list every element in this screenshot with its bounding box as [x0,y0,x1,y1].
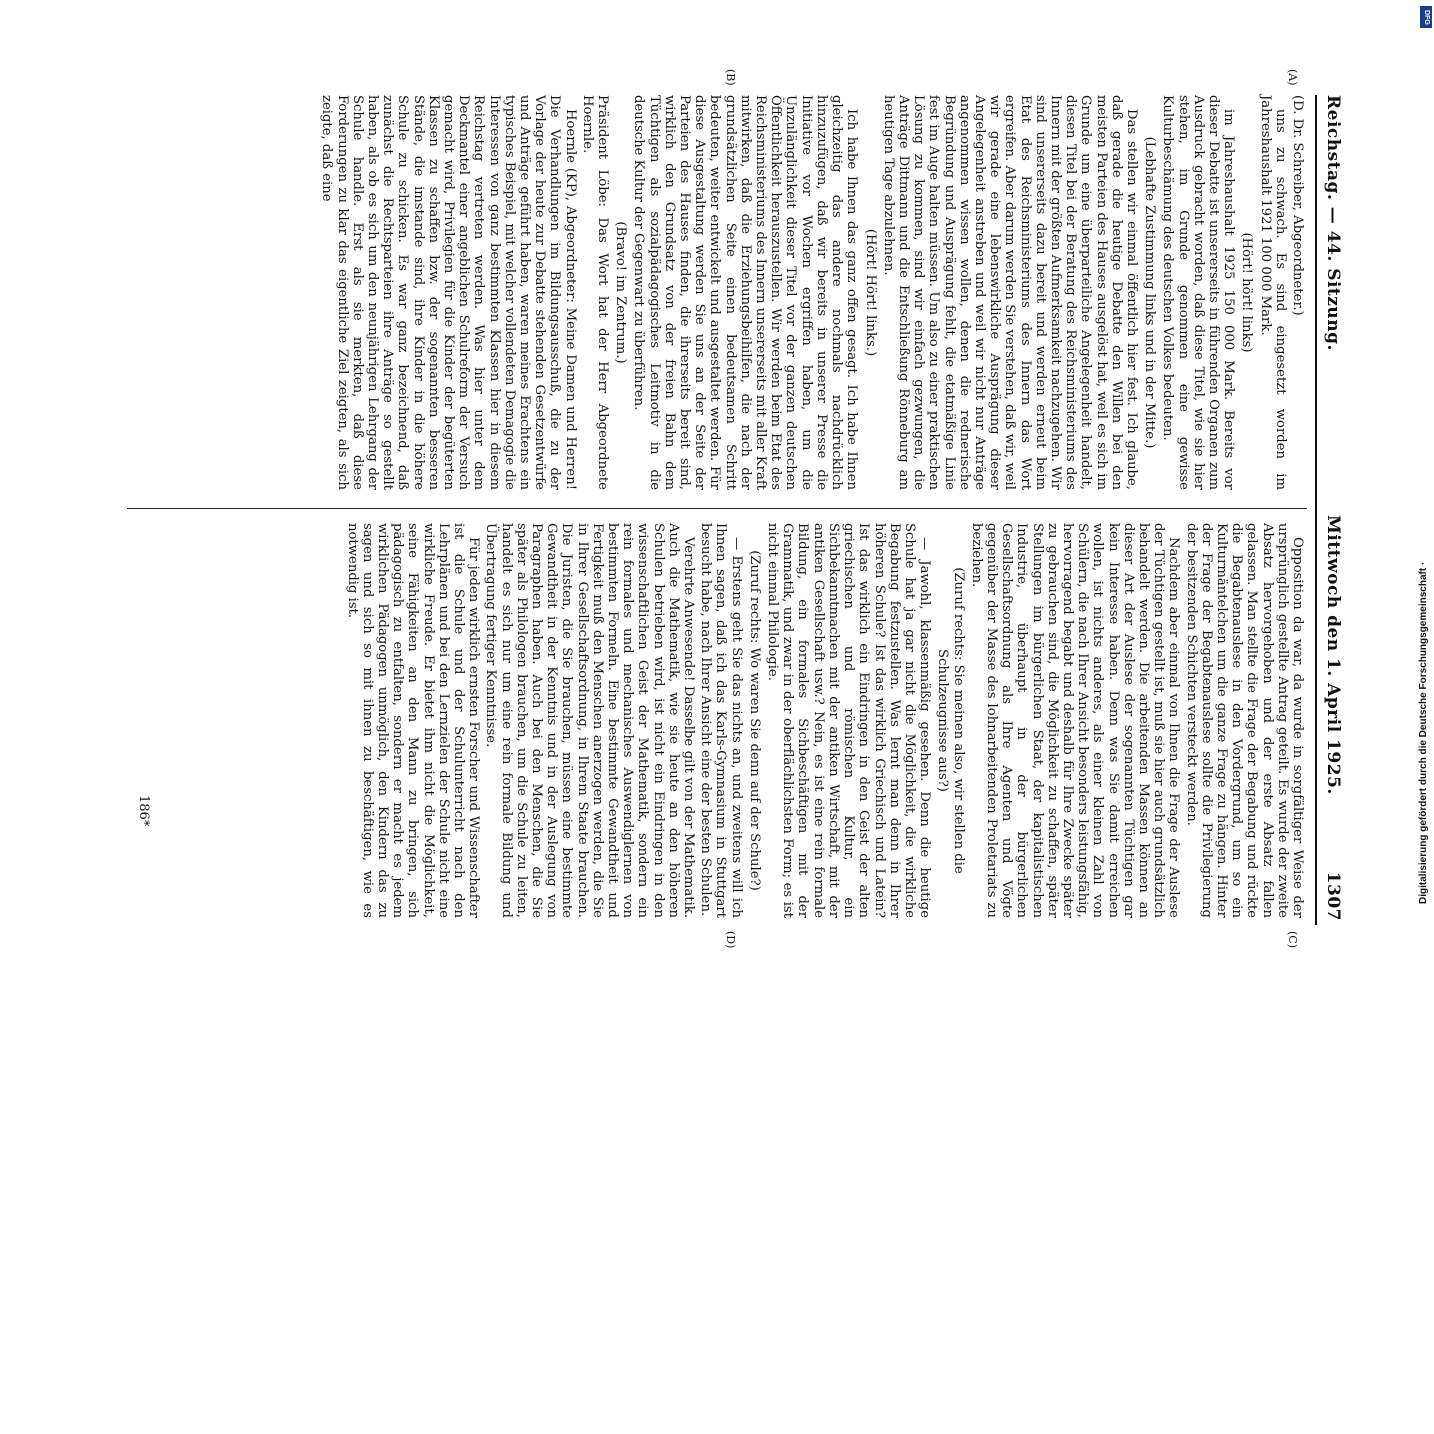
text-column-left [317,95,1305,490]
paragraph: — Erstens geht Sie das nichts an, und zweitens will ich Ihnen sagen, daß ich das Karls-Gymnasium in Stuttgart besucht habe, nach Ihrer Ansicht eine der besten Schulen. [698,523,744,918]
paragraph: Das stellen wir einmal öffentlich hier fest. Ich glaube, daß gerade die heutige Debatte den Willen bei den meisten Parteien des Hauses ausgelöst hat, weil es sich im Grunde um eine überparteiliche Angelegenheit handelt, diesen Titel bei der Beratung des Reichsministeriums des Innern mit der größten Aufmerksamkeit nachzugehen. Wir sind unsererseits dazu bereit und werden erneut beim Etat des Reichsministeriums des Innern das Wort ergreifen. Aber darum werden Sie verstehen, daß wir, weil wir gerade eine lebenswirkliche Ausprägung dieser Angelegenheit anstreben und weil wir nicht nur Anträge angenommen wissen wollen, denen die rednerische Begründung und Ausprägung fehlt, die etatmäßige Linie fest im Auge halten müssen. Um also zu einer praktischen Lösung zu kommen, sind wir einfach gezwungen, die Anträge Dittmann und die Entschließung Rönneburg am heutigen Tage abzulehnen. [880,95,1139,490]
interjection: (Zuruf rechts: Sie meinen also, wir stellen die Schulzeugnisse aus?) [935,567,966,874]
margin-mark-b: (B) [724,69,737,86]
speaker-line: Präsident Löbe: Das Wort hat der Herr Abgeordnete Hoernle. [579,95,611,490]
header-left: Reichstag. — 44. Sitzung. [1323,95,1343,351]
running-header [1315,95,1347,925]
paragraph: Opposition da war, da wurde in sorgfältiger Weise der ursprünglich gestellte Antrag geteilt. Es wurde der zweite Absatz hervorgehoben und der erste Absatz fallen gelassen. Man stellte die Frage der Begabung und rückte die Begabtenauslese in den Vordergrund, um so ein Kulturmäntelchen um die ganze Frage zu hängen. Hinter der Frage der Begabtenauslese sollte die Privilegierung der besitzenden Schichten versteckt werden. [1183,523,1305,918]
interjection: (Lebhafte Zustimmung links und in der Mitte.) [1142,136,1158,449]
paragraph: — Jawohl, klassenmäßig gesehen. Denn die heutige Schule hat ja gar nicht die Möglichkeit, die wirkliche Begabung festzustellen. Was lernt man denn in Ihrer höheren Schule? Ist das wirklich Griechisch und Latein? Ist das wirklich ein Eindringen in den Geist der alten griechischen und römischen Kultur, ein Sichbekanntmachen mit der antiken Wirtschaft, mit der antiken Gesellschaft usw.? Nein, es ist eine rein formale Bildung, ein formales Sichbeschäftigen mit der Grammatik, und zwar in der oberflächlichsten Form; es ist nicht einmal Philologie. [765,523,933,918]
side-credit-text: Digitalisierung gefördert durch die Deutsche Forschungsgemeinschaft · [1418,561,1429,904]
column-divider [127,508,1307,509]
paragraph: im Jahreshaushalt 1925 150 000 Mark. Bereits vor dieser Debatte ist unsererseits in führenden Organen zum Ausdruck gebracht worden, daß diese Titel, wie sie hier stehen, im Grunde genommen eine gewisse Kulturbeschämung des deutschen Volkes bedeuten. [1160,95,1237,490]
paragraph: Hoernle (KP), Abgeordneter: Meine Damen und Herren! Die Verhandlungen im Bildungsausschuß, die zu der Vorlage der heute zur Debatte stehenden Gesetzentwürfe und Anträge geführt haben, waren meines Erachtens ein typisches Beispiel, mit welcher vollendeten Demagogie die Interessen von ganz bestimmten Klassen hier in diesem Reichstag vertreten werden. Was hier unter dem Deckmantel einer angeblichen Schulreform der Versuch gemacht wird, Privilegien für die Kinder der begüterten Klassen zu schaffen bzw. der sogenannten besseren Stände, die imstande sind, ihre Kinder in die höhere Schule zu schicken. Es war ganz bezeichnend, daß zunächst die Rechtsparteien ihre Anträge so gestellt haben, als ob es sich um den neunjährigen Lehrgang der Schule handle. Erst als sie merkten, daß diese Forderungen zu klar das eigentliche Ziel zeigten, als sich zeigte, daß eine [319,95,578,490]
speaker-line: (D. Dr. Schreiber, Abgeordneter.) [1290,95,1305,316]
signature-mark: 186* [136,795,151,827]
interjection: (Hört! hört! links) [1239,232,1255,353]
text-column-right [342,523,1305,918]
paragraph: Für jeden wirklich ernsten Forscher und Wissenschafter ist die Schule und der Schulunterricht nach den Lehrplänen und bei den Lernzielen der Schule nicht eine wirkliche Freude. Er bietet ihm nicht die Möglichkeit, seine Fähigkeiten an den Mann zu bringen, sich pädagogisch zu entfalten, sondern er macht es jedem wirklichen Pädagogen unmöglich, den Kindern das zu sagen und sich so mit ihnen zu beschäftigen, wie es notwendig ist. [344,523,482,918]
interjection: (Bravo! im Zentrum.) [613,221,629,364]
paragraph: uns zu schwach. Es sind eingesetzt worden im Jahreshaushalt 1921 100 000 Mark. [1257,95,1288,490]
margin-mark-c: (C) [1286,931,1299,948]
margin-mark-a: (A) [1286,69,1299,86]
interjection: (Zuruf rechts: Wo waren Sie denn auf der Schule?) [746,550,762,891]
margin-mark-d: (D) [724,931,737,949]
paragraph: Verehrte Anwesende! Dasselbe gilt von der Mathematik. Auch die Mathematik, wie sie heute an den höheren Schulen betrieben wird, ist nicht ein Eindringen in den wissenschaftlichen Geist der Mathematik, sondern ein rein formales und mechanisches Auswendiglernen von bestimmten Formeln. Eine bestimmte Gewandtheit und Fertigkeit muß den Menschen anerzogen werden, die Sie in Ihrer Gesellschaftsordnung, in Ihrem Staate brauchen. Die Juristen, die Sie brauchen, müssen eine bestimmte Gewandtheit in der Kenntnis und in der Auslegung von Paragraphen haben. Auch bei den Menschen, die Sie später als Philologen brauchen, um die Schule zu leiten, handelt es sich nur um eine rein formale Bildung und Übertragung fertiger Kenntnisse. [483,523,697,918]
page-number: 1307 [1323,871,1343,921]
interjection: (Hört! Hört! links.) [862,228,878,357]
side-credit-strip [1418,4,1434,904]
paragraph: Nachdem aber einmal von Ihnen die Frage der Auslese der Tüchtigen gestellt ist, muß sie hier auch grundsätzlich behandelt werden. Die arbeitenden Massen können an dieser Art der Auslese der sogenannten Tüchtigen gar kein Interesse haben. Denn was Sie damit erreichen wollen, ist nichts anderes, als einer kleinen Zahl von Schülern, die nach Ihrer Ansicht besonders leistungsfähig, hervorragend begabt und deshalb für Ihre Zwecke später zu gebrauchen sind, die Möglichkeit zu schaffen, später Stellungen im bürgerlichen Staat, der kapitalistischen Industrie, überhaupt in der bürgerlichen Gesellschaftsordnung als Ihre Agenten und Vögte gegenüber der Masse des lohnarbeitenden Proletariats zu beziehen. [968,523,1182,918]
dfg-logo: DFG [1420,6,1432,28]
paragraph: Ich habe Ihnen das ganz offen gesagt. Ich habe Ihnen gleichzeitig das andere nochmals nachdrücklich hinzuzufügen, daß wir bereits in unserer Presse die Initiative vor Wochen ergriffen haben, um die Unzulänglichkeit dieser Titel vor der ganzen deutschen Öffentlichkeit herauszustellen. Wir werden beim Etat des Reichsministeriums des Innern unsererseits mit aller Kraft mitwirken, daß die Erziehungsbeihilfen, die nach der grundsätzlichen Seite einen bedeutsamen Schritt bedeuten, weiter entwickelt und ausgestaltet werden. Für diese Ausgestaltung werden Sie uns an der Seite der Parteien des Hauses finden, die ihrerseits bereit sind, wirklich den Grundsatz von der freien Bahn dem Tüchtigen als sozialpädagogisches Leitmotiv in die deutsche Kultur der Gegenwart zu überführen. [631,95,860,490]
rotated-page-content [127,69,1347,949]
header-date: Mittwoch den 1. April 1925. [1323,515,1343,795]
